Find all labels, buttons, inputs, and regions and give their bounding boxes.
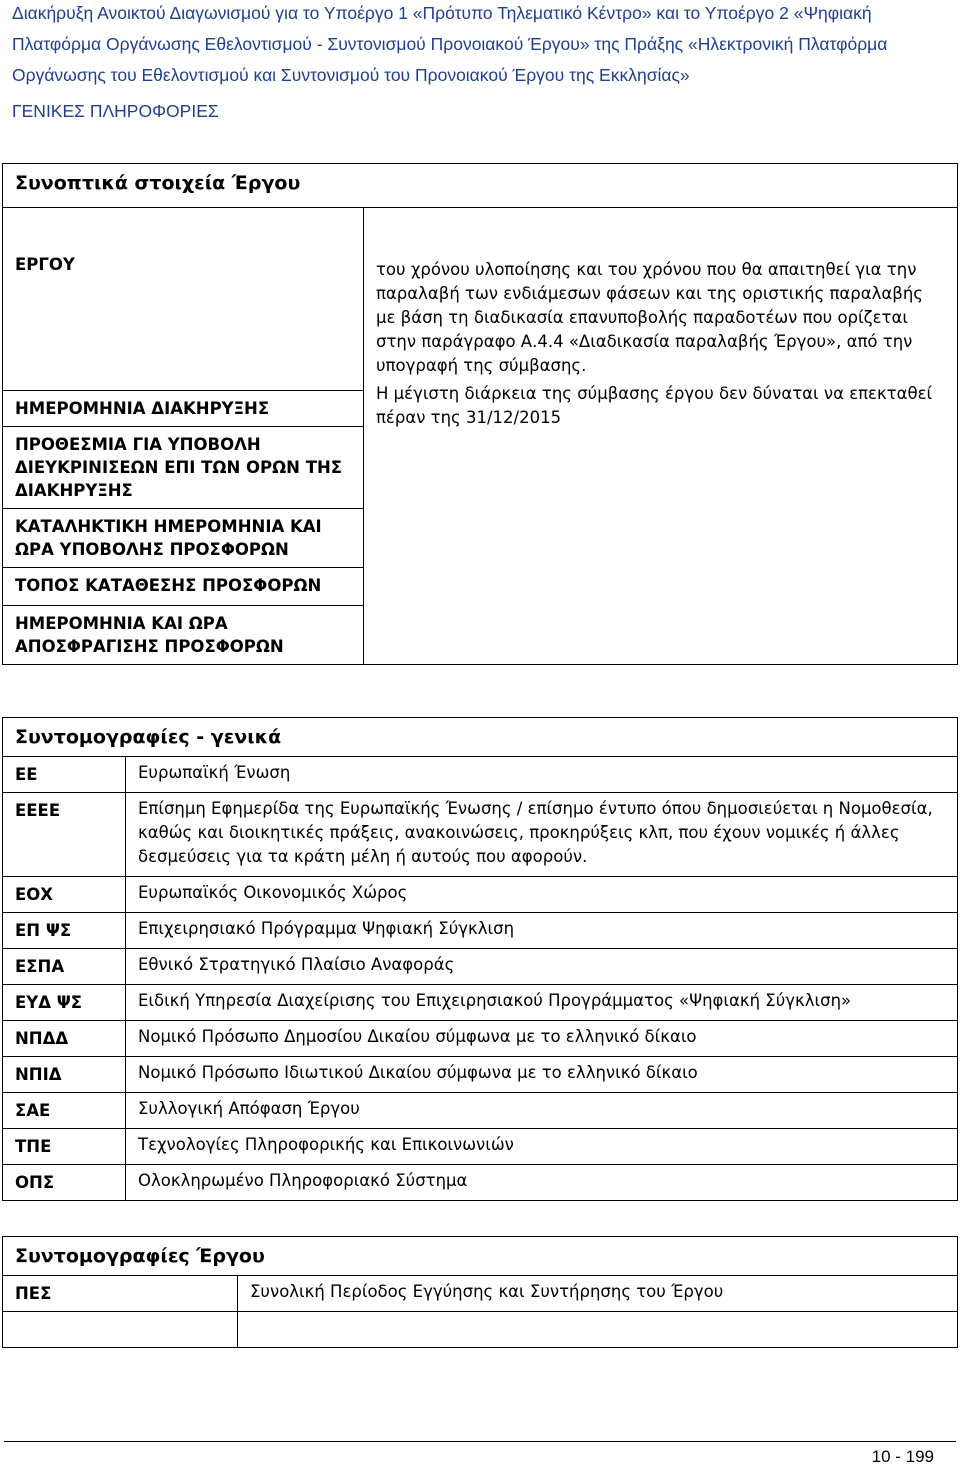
abbr-description: Ευρωπαϊκός Οικονομικός Χώρος [126, 877, 958, 913]
abbr-description: Ευρωπαϊκή Ένωση [126, 757, 958, 793]
abbrev-project-table [2, 1236, 958, 1348]
summary-row-label: ΚΑΤΑΛΗΚΤΙΚΗ ΗΜΕΡΟΜΗΝΙΑ ΚΑΙ ΩΡΑ ΥΠΟΒΟΛΗΣ ΠΡΟΣΦΟΡΩΝ [3, 509, 364, 568]
abbr-term: ΕΥΔ ΨΣ [3, 985, 126, 1021]
abbr-description: Επιχειρησιακό Πρόγραμμα Ψηφιακή Σύγκλιση [126, 913, 958, 949]
abbr-term: ΠΕΣ [3, 1276, 238, 1312]
abbr-term: ΕΣΠΑ [3, 949, 126, 985]
doc-header-line-2: Πλατφόρμα Οργάνωσης Εθελοντισμού - Συντονισμού Προνοιακού Έργου» της Πράξης «Ηλεκτρονική Πλατφόρμα [12, 34, 888, 54]
abbr-term: ΕΕ [3, 757, 126, 793]
abbr-term: ΤΠΕ [3, 1129, 126, 1165]
abbr-description: Νομικό Πρόσωπο Δημοσίου Δικαίου σύμφωνα με το ελληνικό δίκαιο [126, 1021, 958, 1057]
abbr-term: ΣΑΕ [3, 1093, 126, 1129]
abbr-term: ΕΠ ΨΣ [3, 913, 126, 949]
footer-rule [4, 1441, 956, 1442]
summary-title: Συνοπτικά στοιχεία Έργου [3, 164, 958, 208]
empty-cell [3, 1312, 238, 1348]
abbrev-general-title: Συντομογραφίες - γενικά [3, 718, 958, 757]
empty-cell [238, 1312, 958, 1348]
abbr-description: Τεχνολογίες Πληροφορικής και Επικοινωνιών [126, 1129, 958, 1165]
abbr-term: ΝΠΙΔ [3, 1057, 126, 1093]
summary-row-label: ΠΡΟΘΕΣΜΙΑ ΓΙΑ ΥΠΟΒΟΛΗ ΔΙΕΥΚΡΙΝΙΣΕΩΝ ΕΠΙ ΤΩΝ ΟΡΩΝ ΤΗΣ ΔΙΑΚΗΡΥΞΗΣ [3, 427, 364, 509]
summary-row-label: ΤΟΠΟΣ ΚΑΤΑΘΕΣΗΣ ΠΡΟΣΦΟΡΩΝ [3, 568, 364, 606]
abbr-description: Εθνικό Στρατηγικό Πλαίσιο Αναφοράς [126, 949, 958, 985]
abbr-term: ΕΕΕΕ [3, 793, 126, 877]
abbrev-project-title: Συντομογραφίες Έργου [3, 1237, 958, 1276]
abbr-description: Συλλογική Απόφαση Έργου [126, 1093, 958, 1129]
summary-table [2, 163, 958, 665]
summary-description-paragraph: Η μέγιστη διάρκεια της σύμβασης έργου δεν δύναται να επεκταθεί πέραν της 31/12/2015 [376, 384, 933, 427]
summary-description [364, 208, 958, 665]
abbr-term: ΟΠΣ [3, 1165, 126, 1201]
abbr-term: ΕΟΧ [3, 877, 126, 913]
abbr-description: Συνολική Περίοδος Εγγύησης και Συντήρησης του Έργου [238, 1276, 958, 1312]
doc-header-line-3: Οργάνωσης του Εθελοντισμού και Συντονισμού του Προνοιακού Έργου της Εκκλησίας» [12, 65, 690, 85]
abbr-description: Επίσημη Εφημερίδα της Ευρωπαϊκής Ένωσης / επίσημο έντυπο όπου δημοσιεύεται η Νομοθεσία, καθώς και διοικητικές πράξεις, ανακοινώσεις, προκηρύξεις κλπ, που έχουν νομικές ή άλλες δεσμεύσεις για τα κράτη μέλη ή αυτούς που αφορούν. [126, 793, 958, 877]
abbr-description: Ειδική Υπηρεσία Διαχείρισης του Επιχειρησιακού Προγράμματος «Ψηφιακή Σύγκλιση» [126, 985, 958, 1021]
summary-row-label: ΕΡΓΟΥ [3, 208, 364, 391]
abbr-description: Νομικό Πρόσωπο Ιδιωτικού Δικαίου σύμφωνα με το ελληνικό δίκαιο [126, 1057, 958, 1093]
abbr-term: ΝΠΔΔ [3, 1021, 126, 1057]
abbr-description: Ολοκληρωμένο Πληροφοριακό Σύστημα [126, 1165, 958, 1201]
page-number: 10 - 199 [871, 1447, 934, 1466]
abbrev-general-table [2, 717, 958, 1201]
summary-row-label: ΗΜΕΡΟΜΗΝΙΑ ΚΑΙ ΩΡΑ ΑΠΟΣΦΡΑΓΙΣΗΣ ΠΡΟΣΦΟΡΩΝ [3, 606, 364, 665]
summary-description-paragraph: του χρόνου υλοποίησης και του χρόνου που θα απαιτηθεί για την παραλαβή των ενδιάμεσων φάσεων και της οριστικής παραλαβής με βάση τη διαδικασία επανυποβολής παραδοτέων που ορίζεται στην παράγραφο Α.4.4 «Διαδικασία παραλαβής Έργου», από την υπογραφή της σύμβασης. [376, 260, 923, 375]
summary-row-label: ΗΜΕΡΟΜΗΝΙΑ ΔΙΑΚΗΡΥΞΗΣ [3, 391, 364, 427]
doc-header-line-1: Διακήρυξη Ανοικτού Διαγωνισμού για το Υποέργο 1 «Πρότυπο Τηλεματικό Κέντρο» και το Υποέργο 2 «Ψηφιακή [12, 3, 872, 23]
section-heading: ΓΕΝΙΚΕΣ ΠΛΗΡΟΦΟΡΙΕΣ [12, 101, 219, 121]
